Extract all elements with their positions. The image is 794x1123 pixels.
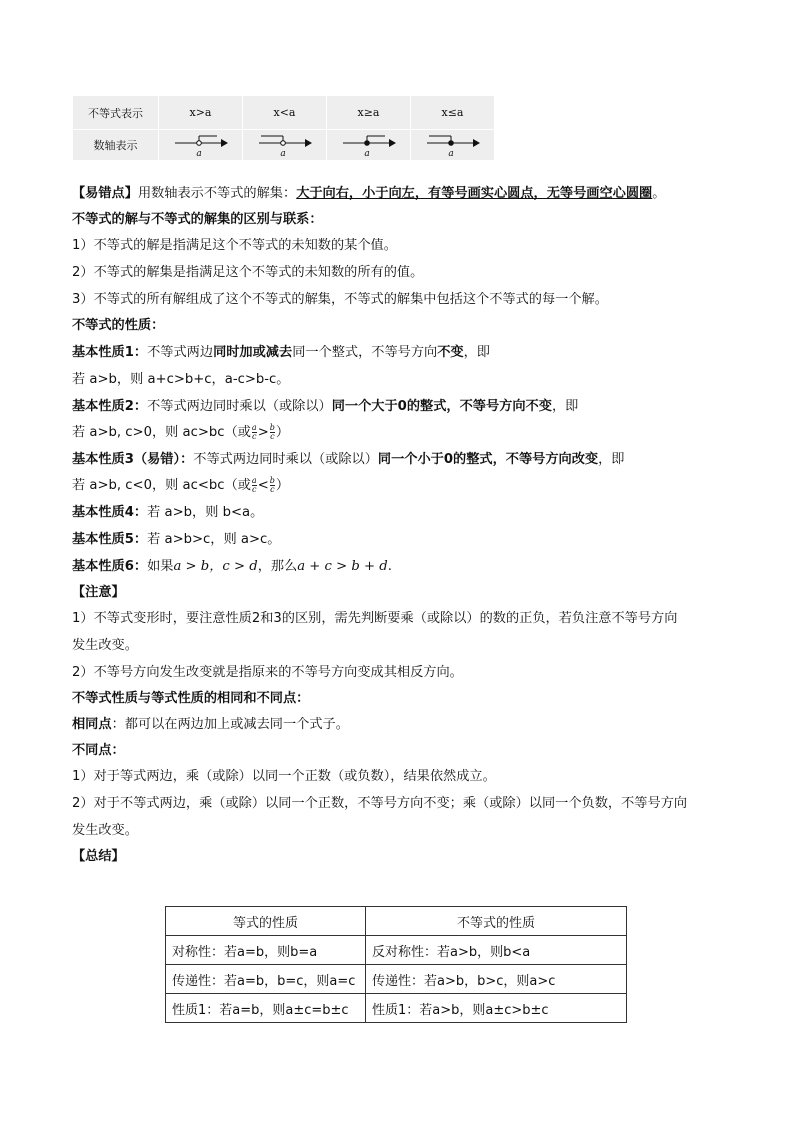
row-label-number-line: 数轴表示: [73, 130, 159, 161]
number-line-cell: [159, 130, 243, 161]
property-line: [72, 343, 732, 362]
denominator: c: [270, 431, 275, 441]
axis-label: a: [447, 149, 454, 159]
number-line-cell: [327, 130, 411, 161]
paragraph: [72, 715, 732, 734]
section-heading: 不等式的性质：: [72, 318, 165, 333]
inequality-cell: x≤a: [411, 96, 495, 130]
text-span: 若 a>b, c<0，则 ac<bc（或: [72, 478, 251, 493]
number-line-diagram: [423, 130, 483, 160]
formula-line: [72, 475, 732, 497]
table-cell: 反对称性：若a>b，则b<a: [366, 936, 627, 965]
paragraph: 1）不等式的解是指满足这个不等式的未知数的某个值。: [72, 238, 397, 253]
property-line: [72, 557, 732, 576]
table-cell: 对称性：若a=b，则b=a: [166, 936, 366, 965]
text-span: ，那么: [257, 559, 298, 574]
text-span: 若 a>b，则 b<a。: [147, 505, 264, 520]
property-line: [72, 397, 732, 416]
numerator: b: [269, 475, 275, 485]
math-expression: a + c > b + d: [297, 559, 388, 574]
paragraph: 发生改变。: [72, 638, 138, 653]
inequality-cell: x≥a: [327, 96, 411, 130]
fraction: [270, 424, 275, 441]
section-heading: 不等式的解与不等式的解集的区别与联系：: [72, 212, 323, 227]
property-line: [72, 530, 732, 549]
numerator: b: [269, 422, 275, 432]
property-label: 基本性质1：: [72, 345, 148, 360]
denominator: c: [252, 484, 257, 494]
text-span: 同一个整式，不等号方向: [292, 345, 438, 360]
property-line: [72, 503, 732, 522]
text-span: 不等式两边同时乘以（或除以）: [193, 452, 378, 467]
axis-arrow: [473, 139, 480, 147]
paragraph: 2）不等号方向发生改变就是指原来的不等号方向变成其相反方向。: [72, 665, 463, 680]
text-span: 如果: [147, 559, 174, 574]
text-span: 相同点: [72, 717, 112, 732]
property-label: 基本性质2：: [72, 399, 148, 414]
note-tag: 【注意】: [72, 585, 125, 600]
table-row: [73, 130, 495, 161]
text-span: 同一个小于0的整式，不等号方向改变: [377, 452, 599, 467]
axis-label: a: [363, 149, 370, 159]
paragraph: 2）对于不等式两边，乘（或除）以同一个正数，不等号方向不变；乘（或除）以同一个负数，不等号方向: [72, 796, 688, 811]
math-expression: a > b，c > d: [173, 559, 258, 574]
operator: >: [257, 425, 269, 440]
open-point: [196, 141, 201, 146]
solid-point: [448, 141, 453, 146]
table-cell: 性质1：若a>b，则a±c>b±c: [366, 994, 627, 1023]
body-text: [72, 184, 732, 866]
underlined-rule: 大于向右，小于向左，有等号画实心圆点，无等号画空心圆圈: [296, 186, 653, 201]
text-span: ，即: [598, 452, 625, 467]
table-cell: 传递性：若a=b，b=c，则a=c: [166, 965, 366, 994]
number-line-diagram: [171, 130, 231, 160]
text-span: .: [387, 559, 392, 574]
solid-point: [364, 141, 369, 146]
text-span: 同一个大于0的整式，不等号方向不变: [331, 399, 552, 414]
text-span: ，即: [551, 399, 579, 414]
axis-label: a: [279, 149, 286, 159]
table-row: [166, 994, 627, 1023]
paragraph: 1）对于等式两边，乘（或除）以同一个正数（或负数），结果依然成立。: [72, 769, 496, 784]
numerator: a: [251, 422, 257, 432]
section-heading: 不等式性质与等式性质的相同和不同点：: [72, 691, 310, 706]
number-line-table: [73, 96, 495, 161]
text-span: 若 a>b>c，则 a>c。: [147, 532, 281, 547]
fraction: [270, 477, 275, 494]
denominator: c: [252, 431, 257, 441]
text-span: 不变: [437, 345, 464, 360]
error-prone-tag: 【易错点】: [72, 186, 138, 201]
formula-line: [72, 422, 732, 444]
property-label: 基本性质3（易错）：: [72, 452, 194, 467]
number-line-cell: [411, 130, 495, 161]
table-header-cell: 不等式的性质: [366, 907, 627, 936]
paragraph: 发生改变。: [72, 823, 138, 838]
text-span: 用数轴表示不等式的解集：: [137, 186, 297, 201]
table-header-cell: 等式的性质: [166, 907, 366, 936]
table-row: [166, 965, 627, 994]
fraction: [252, 477, 257, 494]
property-label: 基本性质6：: [72, 559, 148, 574]
paragraph: 若 a>b，则 a+c>b+c，a-c>b-c。: [72, 372, 290, 387]
property-label: 基本性质5：: [72, 532, 148, 547]
fraction: [252, 424, 257, 441]
operator: <: [257, 478, 269, 493]
text-span: 不等式两边: [147, 345, 214, 360]
table-row: [166, 936, 627, 965]
axis-arrow: [305, 139, 312, 147]
numerator: a: [251, 475, 257, 485]
text-span: 不等式两边同时乘以（或除以）: [147, 399, 332, 414]
axis-arrow: [221, 139, 228, 147]
table-cell: 性质1：若a=b，则a±c=b±c: [166, 994, 366, 1023]
paragraph: 2）不等式的解集是指满足这个不等式的未知数的所有的值。: [72, 265, 424, 280]
summary-table: [165, 906, 627, 1023]
text-span: ，即: [463, 345, 490, 360]
open-point: [280, 141, 285, 146]
summary-tag: 【总结】: [72, 849, 125, 864]
property-line: [72, 450, 732, 469]
table-row: [166, 907, 627, 936]
row-label-inequality: 不等式表示: [73, 96, 159, 130]
paragraph: 1）不等式变形时，要注意性质2和3的区别，需先判断要乘（或除以）的数的正负，若负注意不等号方向: [72, 611, 678, 626]
axis-label: a: [195, 149, 202, 159]
inequality-cell: x<a: [243, 96, 327, 130]
number-line-diagram: [339, 130, 399, 160]
table-row: [73, 96, 495, 130]
denominator: c: [270, 484, 275, 494]
number-line-cell: [243, 130, 327, 161]
text-span: ）: [275, 478, 290, 493]
property-label: 基本性质4：: [72, 505, 148, 520]
error-prone-line: [72, 184, 732, 203]
text-span: 。: [652, 186, 666, 201]
axis-arrow: [389, 139, 396, 147]
table-cell: 传递性：若a>b，b>c，则a>c: [366, 965, 627, 994]
number-line-diagram: [255, 130, 315, 160]
text-span: ）: [275, 425, 290, 440]
text-span: 若 a>b, c>0，则 ac>bc（或: [72, 425, 251, 440]
paragraph: 3）不等式的所有解组成了这个不等式的解集，不等式的解集中包括这个不等式的每一个解。: [72, 292, 608, 307]
inequality-cell: x>a: [159, 96, 243, 130]
section-heading: 不同点：: [72, 743, 125, 758]
text-span: 同时加或减去: [213, 345, 293, 360]
text-span: ：都可以在两边加上或减去同一个式子。: [111, 717, 349, 732]
